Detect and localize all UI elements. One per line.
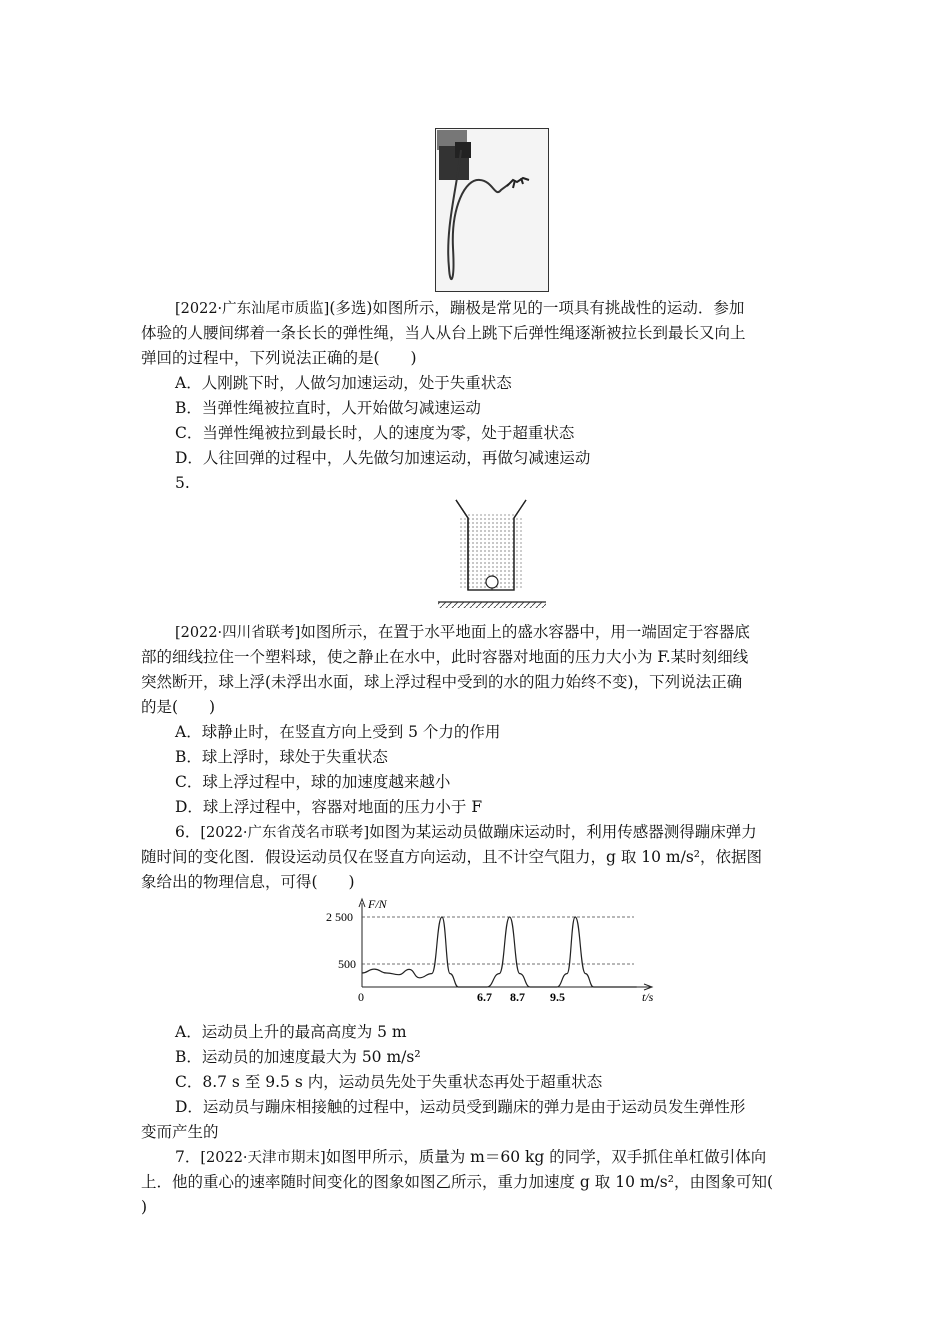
q6-number: 6． [175, 823, 201, 841]
q5-stem-3: 突然断开，球上浮(未浮出水面，球上浮过程中受到的水的阻力始终不变)，下列说法正确 [141, 673, 743, 691]
q4-stem-3: 弹回的过程中，下列说法正确的是( ) [141, 349, 417, 367]
y-tick-500: 500 [338, 957, 356, 971]
q4-option-a: A．人刚跳下时，人做匀加速运动，处于失重状态 [175, 374, 512, 392]
x-axis-label: t/s [642, 990, 654, 1004]
x-tick-6-7: 6.7 [477, 990, 492, 1004]
q4-option-b: B．当弹性绳被拉直时，人开始做匀减速运动 [175, 399, 481, 417]
q4-source: [2022·广东汕尾市质监] [175, 301, 330, 317]
container-figure [436, 498, 548, 612]
q6-option-a: A．运动员上升的最高高度为 5 m [175, 1023, 407, 1041]
q6-option-d-cont: 变而产生的 [141, 1123, 219, 1141]
x-tick-9-5: 9.5 [550, 990, 565, 1004]
q5-option-b: B．球上浮时，球处于失重状态 [175, 748, 388, 766]
q5-option-a: A．球静止时，在竖直方向上受到 5 个力的作用 [175, 723, 501, 741]
q6-stem-1: 如图为某运动员做蹦床运动时，利用传感器测得蹦床弹力 [369, 823, 757, 841]
q5-source: [2022·四川省联考] [175, 625, 301, 641]
q6-stem-2: 随时间的变化图．假设运动员仅在竖直方向运动，且不计空气阻力，g 取 10 m/s²，依据图 [141, 848, 763, 866]
q7-stem-1: 如图甲所示，质量为 m＝60 kg 的同学，双手抓住单杠做引体向 [325, 1148, 767, 1166]
q5-stem-4: 的是( ) [141, 698, 216, 716]
q5-option-d: D．球上浮过程中，容器对地面的压力小于 F [175, 798, 483, 816]
q6-stem-3: 象给出的物理信息，可得( ) [141, 873, 355, 891]
q5-stem-2: 部的细线拉住一个塑料球，使之静止在水中，此时容器对地面的压力大小为 F.某时刻细线 [141, 648, 749, 666]
x-tick-8-7: 8.7 [510, 990, 525, 1004]
q4-option-d: D．人往回弹的过程中，人先做匀加速运动，再做匀减速运动 [175, 449, 591, 467]
bungee-figure [435, 128, 549, 296]
y-tick-2500: 2 500 [326, 910, 353, 924]
x-tick-0: 0 [358, 990, 364, 1004]
q7-source: [2022·天津市期末] [200, 1150, 326, 1166]
q5-stem-1: 如图所示，在置于水平地面上的盛水容器中，用一端固定于容器底 [300, 623, 750, 641]
q4-option-c: C．当弹性绳被拉到最长时，人的速度为零，处于超重状态 [175, 424, 575, 442]
q5-option-c: C．球上浮过程中，球的加速度越来越小 [175, 773, 451, 791]
force-time-chart [322, 897, 662, 1009]
q4-stem-1: (多选)如图所示，蹦极是常见的一项具有挑战性的运动．参加 [329, 299, 745, 317]
q6-option-d: D．运动员与蹦床相接触的过程中，运动员受到蹦床的弹力是由于运动员发生弹性形 [175, 1098, 746, 1116]
q6-option-b: B．运动员的加速度最大为 50 m/s² [175, 1048, 421, 1066]
q7-stem-3: ) [141, 1198, 148, 1216]
q7-number: 7． [175, 1148, 201, 1166]
q5-number: 5. [175, 474, 190, 492]
y-axis-label: F/N [368, 897, 387, 911]
q6-option-c: C．8.7 s 至 9.5 s 内，运动员先处于失重状态再处于超重状态 [175, 1073, 603, 1091]
force-curve [362, 917, 637, 987]
q4-stem-2: 体验的人腰间绑着一条长长的弹性绳，当人从台上跳下后弹性绳逐渐被拉长到最长又向上 [141, 324, 746, 342]
q7-stem-2: 上．他的重心的速率随时间变化的图象如图乙所示，重力加速度 g 取 10 m/s²，由图象可知( [141, 1173, 773, 1191]
q6-source: [2022·广东省茂名市联考] [200, 825, 370, 841]
